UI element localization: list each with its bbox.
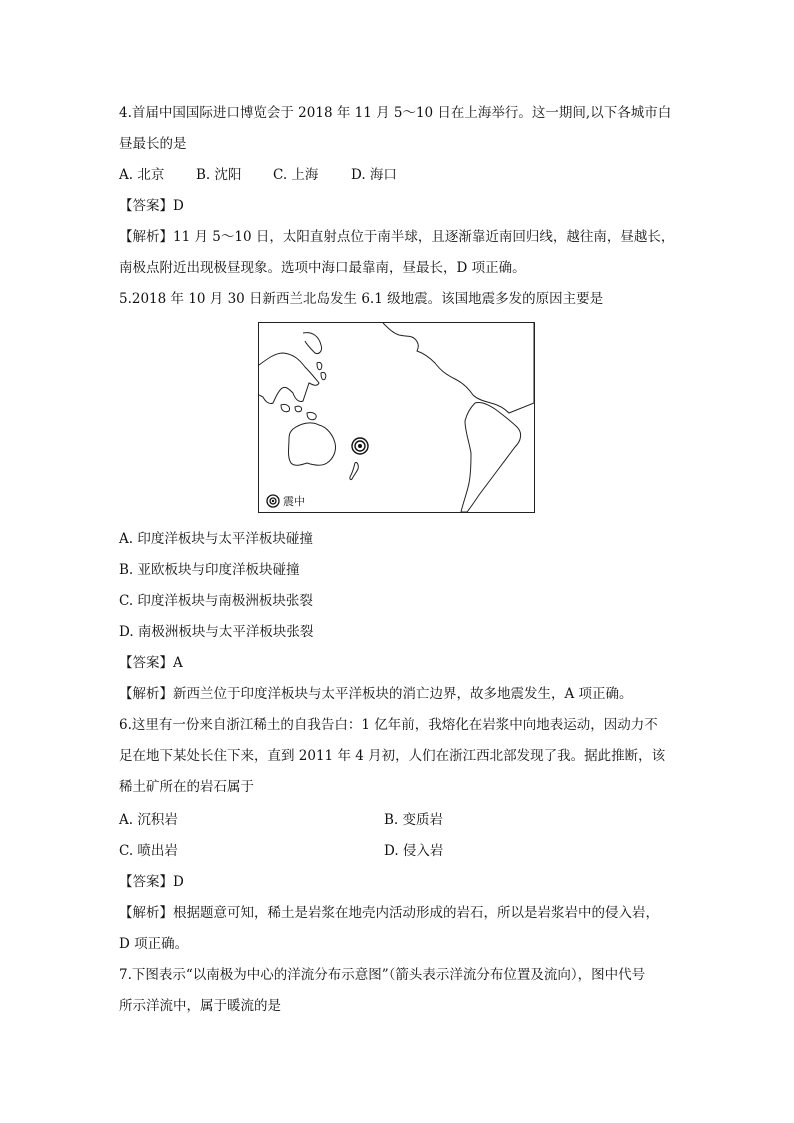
q4-option-a: A. 北京: [119, 167, 165, 183]
q4-option-b: B. 沈阳: [196, 167, 242, 183]
q5-option-d: D. 南极洲板块与太平洋板块张裂: [119, 624, 314, 640]
q4-option-c: C. 上海: [273, 167, 319, 183]
q6-option-b: B. 变质岩: [384, 812, 444, 828]
q5-stem: 5.2018 年 10 月 30 日新西兰北岛发生 6.1 级地震。该国地震多发的原因主要是: [119, 291, 604, 307]
q7-stem-line2: 所示洋流中，属于暖流的是: [119, 998, 281, 1014]
q7-stem-line1: 7.下图表示“以南极为中心的洋流分布示意图”（箭头表示洋流分布位置及流向），图中代号: [119, 967, 646, 983]
legend-epicenter-label: 震中: [283, 495, 305, 508]
q6-answer: 【答案】D: [119, 874, 184, 890]
australia: [289, 423, 336, 465]
q4-answer: 【答案】D: [119, 198, 184, 214]
q5-option-a: A. 印度洋板块与太平洋板块碰撞: [119, 531, 313, 547]
q6-analysis-line1: 【解析】根据题意可知，稀土是岩浆在地壳内活动形成的岩石，所以是岩浆岩中的侵入岩，: [119, 905, 659, 921]
q6-analysis-line2: D 项正确。: [119, 936, 189, 952]
q4-analysis-line1: 【解析】11 月 5～10 日，太阳直射点位于南半球，且逐渐靠近南回归线，越往南，昼越长，: [119, 229, 675, 245]
q5-option-c: C. 印度洋板块与南极洲板块张裂: [119, 593, 313, 609]
q6-option-a: A. 沉积岩: [119, 812, 178, 828]
north-america: [383, 323, 534, 413]
q6-stem-line2: 足在地下某处长住下来，直到 2011 年 4 月初，人们在浙江西北部发现了我。据此推断，该: [119, 748, 666, 764]
south-america: [461, 402, 521, 512]
kamchatka: [303, 333, 322, 354]
pacific-map-drawing: [259, 323, 534, 512]
q6-option-d: D. 侵入岩: [384, 843, 444, 859]
q4-stem-line2: 昼最长的是: [119, 136, 187, 152]
new-zealand: [350, 462, 358, 479]
q4-option-d: D. 海口: [351, 167, 397, 183]
epicenter-symbol: [352, 438, 368, 454]
q4-stem-line1: 4.首届中国国际进口博览会于 2018 年 11 月 5～10 日在上海举行。这一期间,以下各城市白: [119, 105, 672, 121]
q5-analysis: 【解析】新西兰位于印度洋板块与太平洋板块的消亡边界，故多地震发生，A 项正确。: [119, 686, 633, 702]
q6-stem-line1: 6.这里有一份来自浙江稀土的自我告白：1 亿年前，我熔化在岩浆中向地表运动，因动力不: [119, 717, 658, 733]
q5-option-b: B. 亚欧板块与印度洋板块碰撞: [119, 562, 300, 578]
legend-epicenter-icon: [267, 495, 279, 507]
q4-analysis-line2: 南极点附近出现极昼现象。选项中海口最靠南，昼最长，D 项正确。: [119, 260, 526, 276]
q6-option-c: C. 喷出岩: [119, 843, 178, 859]
asia-coast: [259, 353, 319, 404]
q5-answer: 【答案】A: [119, 655, 183, 671]
pacific-map: [258, 322, 535, 513]
indonesia-islands: [281, 404, 316, 419]
q6-stem-line3: 稀土矿所在的岩石属于: [119, 779, 254, 795]
japan-islands: [317, 362, 326, 379]
